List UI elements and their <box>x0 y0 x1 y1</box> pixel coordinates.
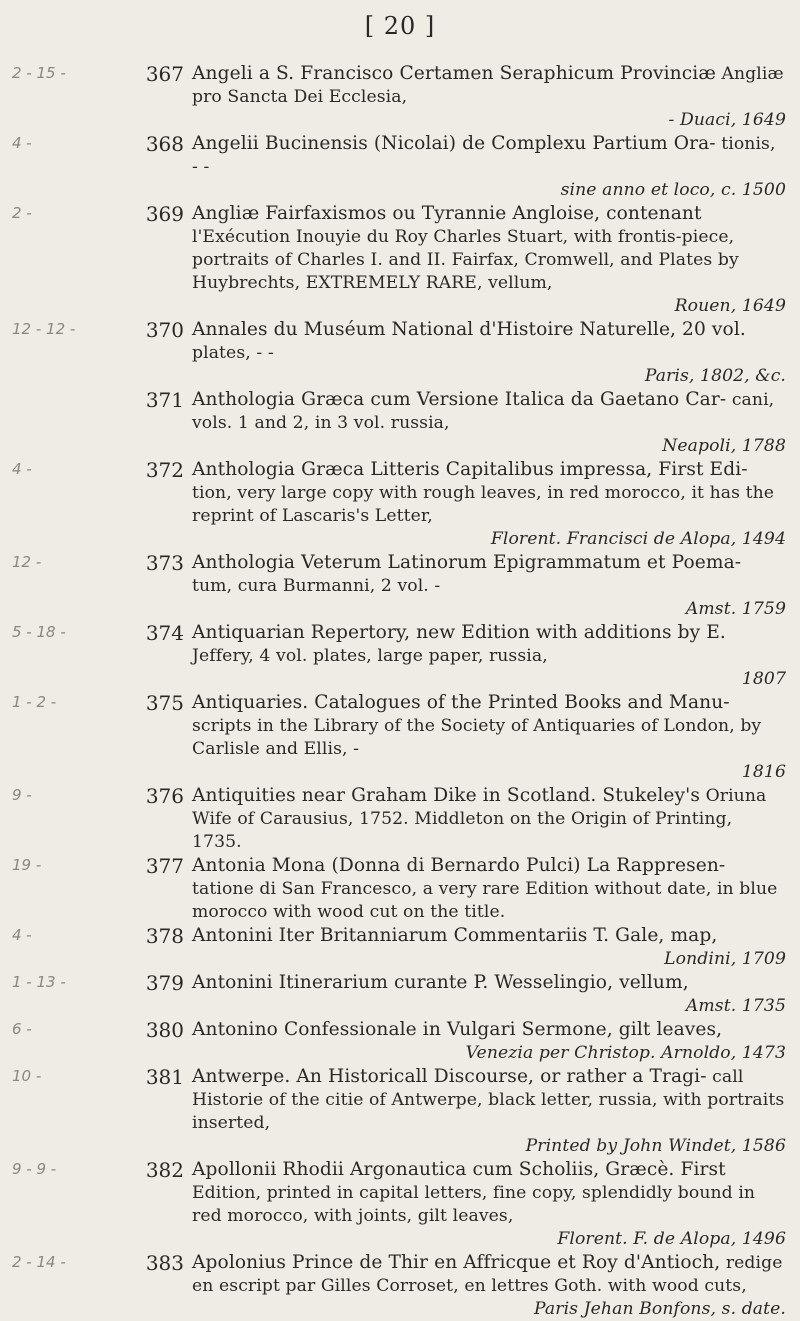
handwritten-price-note: 9 - 9 - <box>12 1160 57 1178</box>
handwritten-price-note: 9 - <box>12 786 32 804</box>
lot-number: 375 <box>145 691 184 715</box>
catalogue-entry <box>0 318 800 388</box>
lot-number: 377 <box>145 854 184 878</box>
catalogue-entry <box>0 551 800 621</box>
entry-imprint: Londini, 1709 <box>664 949 786 969</box>
lot-number: 380 <box>145 1018 184 1042</box>
lot-number: 367 <box>145 62 184 86</box>
entry-title: Anthologia Græca cum Versione Italica da Gaetano Car- <box>192 389 727 410</box>
handwritten-price-note: 19 - <box>12 856 42 874</box>
handwritten-price-note: 4 - <box>12 460 32 478</box>
entry-text <box>192 691 786 784</box>
entry-description: call Historie of the citie of Antwerpe, black letter, russia, with portraits inserted, <box>192 1067 785 1133</box>
lot-number: 369 <box>145 202 184 226</box>
lot-number: 378 <box>145 924 184 948</box>
entry-imprint: Paris Jehan Bonfons, s. date. <box>534 1299 786 1319</box>
entry-title: Anthologia Veterum Latinorum Epigrammatum et Poema- <box>192 552 742 573</box>
entry-title: Antiquities near Graham Dike in Scotland. Stukeley's <box>192 785 700 806</box>
entry-description: Edition, printed in capital letters, fine copy, splendidly bound in red morocco, with joints, gilt leaves, <box>192 1183 756 1226</box>
entry-imprint: Printed by John Windet, 1586 <box>525 1136 786 1156</box>
catalogue-entry <box>0 62 800 132</box>
entry-title: Annales du Muséum National d'Histoire Naturelle, 20 vol. <box>192 319 746 340</box>
entry-text <box>192 1251 786 1321</box>
entry-title: Angeli a S. Francisco Certamen Seraphicum Provinciæ <box>192 63 716 84</box>
handwritten-price-note: 12 - <box>12 553 42 571</box>
catalogue-entry <box>0 202 800 318</box>
entry-title: Angelii Bucinensis (Nicolai) de Complexu Partium Ora- <box>192 133 716 154</box>
catalogue-entries <box>0 62 800 1321</box>
handwritten-price-note: 1 - 2 - <box>12 693 57 711</box>
entry-text <box>192 458 786 551</box>
handwritten-price-note: 2 - <box>12 204 32 222</box>
entry-description: tionis, - - <box>192 134 776 177</box>
catalogue-entry <box>0 132 800 202</box>
catalogue-entry <box>0 1065 800 1158</box>
entry-imprint: Amst. 1759 <box>685 599 786 619</box>
handwritten-price-note: 12 - 12 - <box>12 320 76 338</box>
entry-imprint: Paris, 1802, &c. <box>644 366 786 386</box>
entry-text <box>192 971 786 1018</box>
entry-title: Antonino Confessionale in Vulgari Sermone, gilt leaves, <box>192 1019 723 1040</box>
entry-description: scripts in the Library of the Society of Antiquaries of London, by Carlisle and Ellis, - <box>192 716 762 759</box>
entry-title: Apolonius Prince de Thir en Affricque et Roy d'Antioch, <box>192 1252 721 1273</box>
lot-number: 373 <box>145 551 184 575</box>
entry-imprint: sine anno et loco, c. 1500 <box>560 180 786 200</box>
entry-text <box>192 621 786 691</box>
entry-title: Antiquarian Repertory, new Edition with additions by E. <box>192 622 726 643</box>
entry-title: Antonini Iter Britanniarum Commentariis T. Gale, map, <box>192 925 718 946</box>
catalogue-entry <box>0 1018 800 1065</box>
catalogue-entry <box>0 388 800 458</box>
entry-text <box>192 202 786 318</box>
page-number: [ 20 ] <box>364 12 436 40</box>
entry-description: tum, cura Burmanni, 2 vol. - <box>192 576 441 596</box>
entry-imprint: Venezia per Christop. Arnoldo, 1473 <box>465 1043 786 1063</box>
lot-number: 382 <box>145 1158 184 1182</box>
entry-text <box>192 854 786 924</box>
catalogue-entry <box>0 621 800 691</box>
catalogue-entry <box>0 854 800 924</box>
entry-imprint: Amst. 1735 <box>685 996 786 1016</box>
lot-number: 381 <box>145 1065 184 1089</box>
catalogue-entry <box>0 971 800 1018</box>
entry-text <box>192 388 786 458</box>
handwritten-price-note: 4 - <box>12 134 32 152</box>
entry-title: Apollonii Rhodii Argonautica cum Scholiis, Græcè. First <box>192 1159 726 1180</box>
entry-imprint: Florent. F. de Alopa, 1496 <box>557 1229 786 1249</box>
lot-number: 374 <box>145 621 184 645</box>
catalogue-entry <box>0 1251 800 1321</box>
entry-imprint: 1816 <box>741 762 786 782</box>
lot-number: 372 <box>145 458 184 482</box>
handwritten-price-note: 2 - 14 - <box>12 1253 66 1271</box>
entry-text <box>192 551 786 621</box>
entry-description: redige en escript par Gilles Corroset, en lettres Goth. with wood cuts, <box>192 1253 783 1296</box>
entry-imprint: 1807 <box>741 669 786 689</box>
entry-description: l'Exécution Inouyie du Roy Charles Stuart, with frontis-piece, portraits of Charles I. and II. Fairfax, Cromwell, and Plates by Huybrechts, EXTREMELY RARE, vellum, <box>192 227 739 293</box>
lot-number: 379 <box>145 971 184 995</box>
lot-number: 383 <box>145 1251 184 1275</box>
entry-description: plates, - - <box>192 343 274 363</box>
catalogue-entry <box>0 924 800 971</box>
lot-number: 371 <box>145 388 184 412</box>
entry-text <box>192 1065 786 1158</box>
lot-number: 368 <box>145 132 184 156</box>
lot-number: 376 <box>145 784 184 808</box>
catalogue-entry <box>0 458 800 551</box>
entry-imprint: - Duaci, 1649 <box>668 110 786 130</box>
entry-imprint: Florent. Francisci de Alopa, 1494 <box>490 529 786 549</box>
handwritten-price-note: 6 - <box>12 1020 32 1038</box>
entry-description: tatione di San Francesco, a very rare Edition without date, in blue morocco with wood cut on the title. <box>192 879 778 922</box>
entry-title: Antwerpe. An Historicall Discourse, or rather a Tragi- <box>192 1066 707 1087</box>
entry-description: Jeffery, 4 vol. plates, large paper, russia, <box>192 646 548 666</box>
handwritten-price-note: 2 - 15 - <box>12 64 66 82</box>
entry-imprint: Neapoli, 1788 <box>662 436 786 456</box>
handwritten-price-note: 4 - <box>12 926 32 944</box>
entry-description: Angliæ pro Sancta Dei Ecclesia, <box>192 64 784 107</box>
handwritten-price-note: 1 - 13 - <box>12 973 66 991</box>
handwritten-price-note: 5 - 18 - <box>12 623 66 641</box>
entry-title: Antonia Mona (Donna di Bernardo Pulci) La Rappresen- <box>192 855 726 876</box>
entry-text <box>192 1018 786 1065</box>
entry-title: Antonini Itinerarium curante P. Wesselingio, vellum, <box>192 972 689 993</box>
catalogue-entry <box>0 784 800 854</box>
entry-description: Oriuna Wife of Carausius, 1752. Middleton on the Origin of Printing, 1735. <box>192 786 767 852</box>
handwritten-price-note: 10 - <box>12 1067 42 1085</box>
entry-description: cani, vols. 1 and 2, in 3 vol. russia, <box>192 390 775 433</box>
entry-text <box>192 1158 786 1251</box>
entry-title: Antiquaries. Catalogues of the Printed Books and Manu- <box>192 692 730 713</box>
entry-title: Angliæ Fairfaxismos ou Tyrannie Angloise, contenant <box>192 203 702 224</box>
entry-text <box>192 318 786 388</box>
entry-title: Anthologia Græca Litteris Capitalibus impressa, First Edi- <box>192 459 748 480</box>
entry-text <box>192 132 786 202</box>
entry-text <box>192 784 786 854</box>
catalogue-entry <box>0 1158 800 1251</box>
entry-description: tion, very large copy with rough leaves, in red morocco, it has the reprint of Lascaris's Letter, <box>192 483 775 526</box>
entry-text <box>192 924 786 971</box>
lot-number: 370 <box>145 318 184 342</box>
entry-text <box>192 62 786 132</box>
catalogue-entry <box>0 691 800 784</box>
entry-imprint: Rouen, 1649 <box>674 296 786 316</box>
